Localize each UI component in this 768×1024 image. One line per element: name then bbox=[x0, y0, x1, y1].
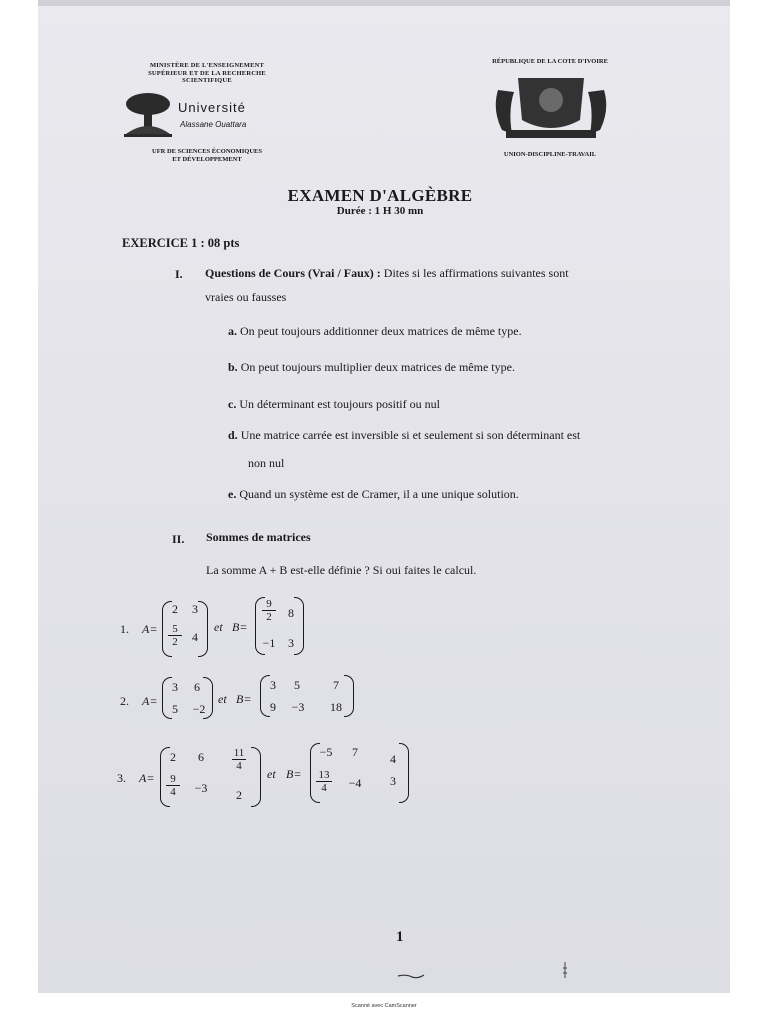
item-text: Un déterminant est toujours positif ou nul bbox=[239, 397, 440, 411]
q2-a-right-paren bbox=[203, 677, 213, 719]
item-letter: e. bbox=[228, 487, 237, 501]
fraction-numerator: 5 bbox=[168, 623, 182, 636]
fraction-numerator: 9 bbox=[262, 598, 276, 611]
q1-a-r1c2: 3 bbox=[192, 602, 198, 616]
exercise-title: EXERCICE 1 : 08 pts bbox=[122, 236, 240, 250]
q1-b-r2c1: −1 bbox=[262, 636, 276, 650]
q1-b-r1c1-fraction bbox=[262, 598, 276, 623]
q3-a-r1c3-fraction bbox=[232, 747, 246, 772]
exam-title: EXAMEN D'ALGÈBRE bbox=[287, 186, 473, 205]
item-letter: a. bbox=[228, 324, 237, 338]
coat-of-arms-icon bbox=[488, 70, 614, 146]
q1-b-r2c2: 3 bbox=[288, 636, 294, 650]
q3-b-right-paren bbox=[399, 743, 409, 803]
q3-number: 3. bbox=[117, 771, 126, 785]
sheet-edge bbox=[38, 0, 730, 6]
list-item bbox=[228, 360, 515, 375]
fraction-denominator: 2 bbox=[172, 636, 178, 648]
q1-a-r2c1-fraction bbox=[168, 623, 182, 648]
list-item bbox=[228, 397, 440, 412]
ministry-line-3: SCIENTIFIQUE bbox=[182, 77, 232, 85]
q2-a-r1c1: 3 bbox=[172, 680, 178, 694]
part-1-intro bbox=[205, 266, 569, 281]
q2-b-r2c1: 9 bbox=[270, 700, 276, 714]
exam-duration: Durée : 1 H 30 mn bbox=[336, 205, 424, 217]
item-text: On peut toujours multiplier deux matrices de même type. bbox=[240, 360, 515, 374]
q3-a-r1c1: 2 bbox=[170, 750, 176, 764]
university-name: Université bbox=[178, 100, 246, 115]
q1-a-r2c2: 4 bbox=[192, 630, 198, 644]
q3-b-r1c2: 7 bbox=[352, 745, 358, 759]
scan-mark-icon bbox=[560, 960, 570, 980]
ministry-line-2: SUPÉRIEUR ET DE LA RECHERCHE bbox=[148, 69, 266, 77]
q2-number: 2. bbox=[120, 694, 129, 708]
motto: UNION-DISCIPLINE-TRAVAIL bbox=[503, 151, 597, 158]
fraction-numerator: 11 bbox=[233, 747, 245, 759]
list-item bbox=[228, 487, 519, 502]
item-letter: c. bbox=[228, 397, 237, 411]
list-item bbox=[228, 428, 580, 443]
q2-b-r2c2: −3 bbox=[291, 700, 305, 714]
item-text: Une matrice carrée est inversible si et seulement si son déterminant est bbox=[240, 428, 581, 442]
q3-b-r2c1-fraction bbox=[316, 769, 332, 794]
q1-a-r1c1: 2 bbox=[172, 602, 178, 616]
q2-a-r1c2: 6 bbox=[194, 680, 200, 694]
q3-b-label: B= bbox=[286, 767, 302, 781]
q2-b-r1c2: 5 bbox=[294, 678, 300, 692]
q2-b-r1c3: 7 bbox=[333, 678, 339, 692]
q1-b-right-paren bbox=[294, 597, 304, 655]
q2-connector: et bbox=[218, 692, 227, 706]
fraction-denominator: 2 bbox=[266, 611, 272, 623]
fraction-numerator: 13 bbox=[316, 769, 332, 782]
q3-b-r1c1: −5 bbox=[319, 745, 333, 759]
q3-a-right-paren bbox=[251, 747, 261, 807]
ministry-line-1: MINISTÈRE DE L'ENSEIGNEMENT bbox=[149, 62, 265, 69]
part-1-intro-line2: vraies ou fausses bbox=[205, 290, 287, 304]
ufr-line-1: UFR DE SCIENCES ÉCONOMIQUES bbox=[152, 148, 262, 155]
q2-a-label: A= bbox=[142, 694, 158, 708]
part-1-heading: Questions de Cours (Vrai / Faux) : bbox=[205, 266, 381, 280]
university-subname: Alassane Ouattara bbox=[180, 120, 247, 129]
university-logo-icon bbox=[120, 90, 176, 140]
q1-b-label: B= bbox=[232, 620, 248, 634]
fraction-denominator: 4 bbox=[321, 782, 327, 794]
fraction-denominator: 4 bbox=[236, 760, 242, 772]
fraction-denominator: 4 bbox=[170, 786, 176, 798]
q1-a-right-paren bbox=[198, 601, 208, 657]
q3-a-r2c2: −3 bbox=[194, 781, 208, 795]
item-letter: b. bbox=[228, 360, 238, 374]
q3-a-r2c3: 2 bbox=[236, 788, 242, 802]
q1-connector: et bbox=[214, 620, 223, 634]
list-item bbox=[228, 324, 522, 339]
q2-a-r2c2: −2 bbox=[192, 702, 206, 716]
q2-a-r2c1: 5 bbox=[172, 702, 178, 716]
item-letter: d. bbox=[228, 428, 238, 442]
ministry-header bbox=[112, 62, 302, 85]
q2-b-right-paren bbox=[344, 675, 354, 717]
ufr-header bbox=[112, 148, 302, 163]
item-text: On peut toujours additionner deux matrices de même type. bbox=[240, 324, 522, 338]
q3-a-label: A= bbox=[139, 771, 155, 785]
item-text: Quand un système est de Cramer, il a une unique solution. bbox=[239, 487, 519, 501]
q1-b-r1c2: 8 bbox=[288, 606, 294, 620]
q1-a-label: A= bbox=[142, 622, 158, 636]
ufr-line-2: ET DÉVELOPPEMENT bbox=[172, 155, 242, 163]
q2-b-r1c1: 3 bbox=[270, 678, 276, 692]
fraction-numerator: 9 bbox=[166, 773, 180, 786]
q3-connector: et bbox=[267, 767, 276, 781]
part-2-heading: Sommes de matrices bbox=[206, 530, 311, 544]
scan-mark-icon bbox=[396, 972, 426, 980]
scanner-footer: Scanné avec CamScanner bbox=[351, 1003, 417, 1009]
q2-b-label: B= bbox=[236, 692, 252, 706]
q3-b-r1c3: 4 bbox=[390, 752, 396, 766]
q3-a-r2c1-fraction bbox=[166, 773, 180, 798]
q1-number: 1. bbox=[120, 622, 129, 636]
republic-header: RÉPUBLIQUE DE LA COTE D'IVOIRE bbox=[492, 58, 608, 65]
part-2-question: La somme A + B est-elle définie ? Si oui faites le calcul. bbox=[206, 563, 477, 577]
q3-b-r2c3: 3 bbox=[390, 774, 396, 788]
item-text-continuation: non nul bbox=[248, 456, 285, 470]
part-1-intro-text: Dites si les affirmations suivantes sont bbox=[380, 266, 569, 280]
page-number: 1 bbox=[396, 929, 404, 945]
q3-a-r1c2: 6 bbox=[198, 750, 204, 764]
part-1-number: I. bbox=[175, 267, 183, 281]
part-2-number: II. bbox=[172, 532, 185, 546]
q2-b-r2c3: 18 bbox=[330, 700, 342, 714]
q3-b-r2c2: −4 bbox=[348, 776, 362, 790]
